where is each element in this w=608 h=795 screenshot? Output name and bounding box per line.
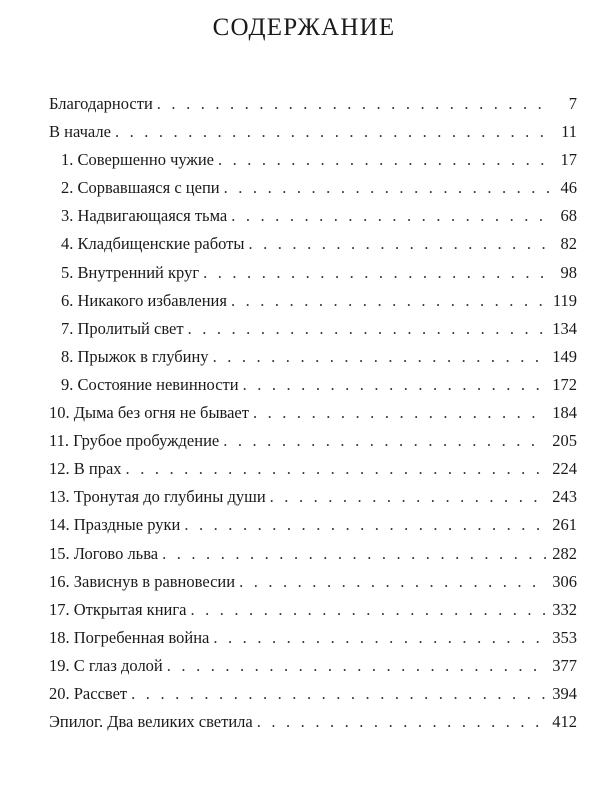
toc-entry-page: 261: [552, 515, 577, 535]
toc-entry-title: 3. Надвигающаяся тьма: [61, 206, 228, 226]
toc-entry-title: 17. Открытая книга: [49, 599, 187, 619]
toc-leader-dots: [239, 568, 546, 596]
toc-entry-title: Эпилог. Два великих светила: [49, 712, 253, 732]
toc-entry: [49, 596, 577, 624]
toc-entry-page: 306: [552, 571, 577, 591]
toc-entry-page: 353: [552, 627, 577, 647]
toc-entry: [49, 652, 577, 680]
toc-entry: [49, 371, 577, 399]
toc-leader-dots: [223, 427, 546, 455]
toc-leader-dots: [213, 343, 547, 371]
toc-leader-dots: [167, 652, 546, 680]
toc-entry-page: 184: [552, 403, 577, 423]
toc-entry-page: 98: [560, 262, 577, 282]
toc-entry: [49, 427, 577, 455]
toc-entry: [49, 540, 577, 568]
toc-entry-page: 149: [552, 346, 577, 366]
toc-entry-page: 394: [552, 683, 577, 703]
toc-entry-title: 9. Состояние невинности: [61, 374, 239, 394]
toc-leader-dots: [115, 118, 549, 146]
toc-entry-page: 68: [560, 206, 577, 226]
toc-entry: [49, 259, 577, 287]
toc-entry-page: 205: [552, 431, 577, 451]
page-title: СОДЕРЖАНИЕ: [212, 14, 396, 41]
toc-entry-title: 2. Сорвавшаяся с цепи: [61, 178, 220, 198]
toc-entry-page: 332: [552, 599, 577, 619]
toc-entry-page: 377: [552, 655, 577, 675]
toc-leader-dots: [203, 259, 549, 287]
toc-entry: [49, 680, 577, 708]
toc-entry: [49, 174, 577, 202]
toc-entry-title: 4. Кладбищенские работы: [61, 234, 245, 254]
toc-entry-title: 7. Пролитый свет: [61, 318, 184, 338]
toc-entry-title: 6. Никакого избавления: [61, 290, 227, 310]
toc-entry-page: 17: [560, 150, 577, 170]
toc-entry: [49, 708, 577, 736]
toc-leader-dots: [248, 230, 549, 258]
toc-leader-dots: [213, 624, 546, 652]
toc-entry: [49, 202, 577, 230]
toc-entry: [49, 511, 577, 539]
toc-entry-page: 243: [552, 487, 577, 507]
toc-leader-dots: [231, 287, 547, 315]
toc-entry-title: 18. Погребенная война: [49, 627, 210, 647]
toc-leader-dots: [257, 708, 547, 736]
toc-entry-title: 10. Дыма без огня не бывает: [49, 403, 249, 423]
toc-entry-title: 1. Совершенно чужие: [61, 150, 214, 170]
toc-entry-title: 14. Праздные руки: [49, 515, 181, 535]
toc-leader-dots: [190, 596, 546, 624]
toc-entry-title: 20. Рассвет: [49, 683, 128, 703]
toc-entry-title: 15. Логово льва: [49, 543, 159, 563]
toc-leader-dots: [253, 399, 546, 427]
toc-leader-dots: [231, 202, 549, 230]
toc-leader-dots: [126, 455, 547, 483]
toc-entry-page: 82: [560, 234, 577, 254]
toc-entry: [49, 146, 577, 174]
toc-leader-dots: [218, 146, 549, 174]
toc-entry: [49, 343, 577, 371]
toc-entry-page: 11: [561, 122, 577, 142]
toc-entry: [49, 315, 577, 343]
toc-leader-dots: [184, 511, 546, 539]
table-of-contents: [49, 90, 577, 736]
toc-entry: [49, 568, 577, 596]
toc-leader-dots: [224, 174, 549, 202]
toc-entry: [49, 90, 577, 118]
toc-entry-title: 12. В прах: [49, 459, 122, 479]
toc-leader-dots: [188, 315, 547, 343]
toc-leader-dots: [157, 90, 549, 118]
toc-leader-dots: [131, 680, 546, 708]
toc-entry-page: 134: [552, 318, 577, 338]
toc-entry-page: 282: [552, 543, 577, 563]
toc-entry: [49, 118, 577, 146]
toc-entry-title: 16. Зависнув в равновесии: [49, 571, 236, 591]
toc-entry: [49, 230, 577, 258]
toc-entry: [49, 399, 577, 427]
toc-entry-title: В начале: [49, 122, 111, 142]
toc-entry-page: 7: [568, 94, 577, 113]
toc-entry: [49, 624, 577, 652]
toc-entry-page: 172: [552, 374, 577, 394]
toc-leader-dots: [243, 371, 547, 399]
toc-entry: [49, 455, 577, 483]
toc-entry: [49, 287, 577, 315]
toc-entry-title: 19. С глаз долой: [49, 655, 163, 675]
toc-leader-dots: [162, 540, 546, 568]
toc-entry-title: 13. Тронутая до глубины души: [49, 487, 266, 507]
toc-entry-page: 224: [552, 459, 577, 479]
toc-entry-page: 412: [552, 712, 577, 732]
toc-entry-page: 119: [552, 290, 577, 310]
toc-entry-title: 5. Внутренний круг: [61, 262, 200, 282]
toc-leader-dots: [270, 483, 547, 511]
toc-entry-title: 11. Грубое пробуждение: [49, 431, 220, 451]
toc-entry-title: Благодарности: [49, 94, 153, 113]
toc-entry-page: 46: [560, 178, 577, 198]
toc-entry-title: 8. Прыжок в глубину: [61, 346, 209, 366]
toc-entry: [49, 483, 577, 511]
